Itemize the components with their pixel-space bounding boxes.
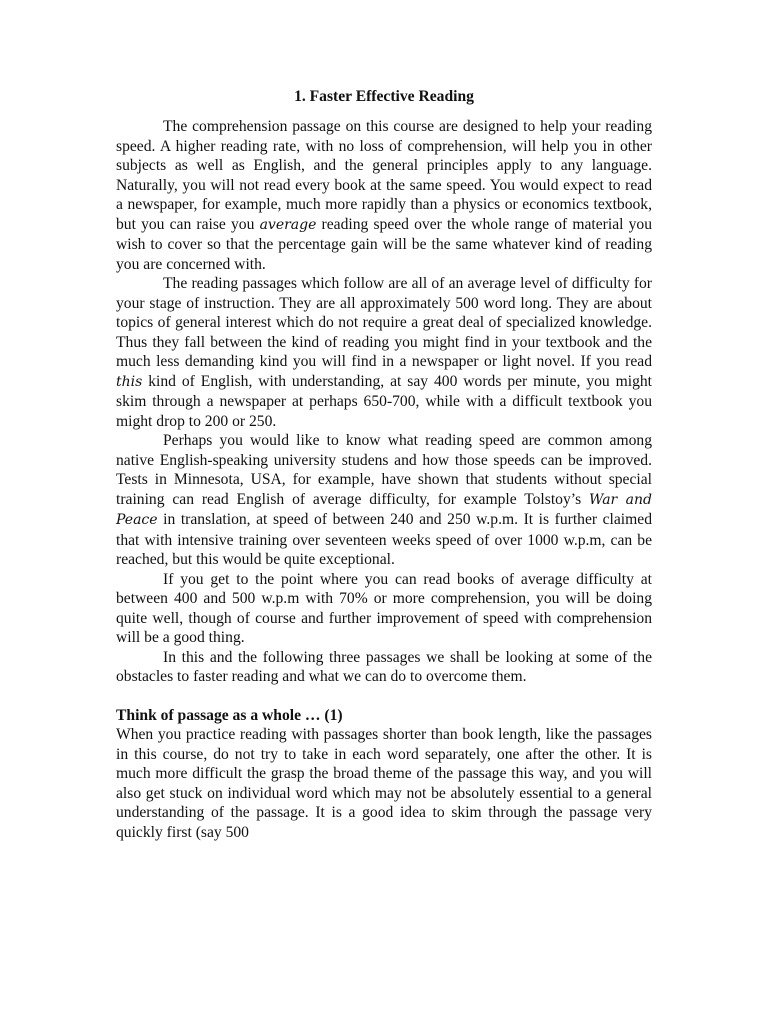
paragraph-2 [116,274,652,431]
paragraph-3 [116,431,652,570]
emphasis-average: average [259,216,317,233]
emphasis-this: this [116,373,143,390]
paragraph-1 [116,117,652,274]
document-page [116,86,652,842]
paragraph-4: If you get to the point where you can read books of average difficulty at between 400 and 500 w.p.m with 70% or more comprehension, you will be doing quite well, though of course and further improvement of speed with comprehension will be a good thing. [116,570,652,646]
paragraph-3-text-a: Perhaps you would like to know what reading speed are common among native English-speaking university studens and how those speeds can be improved. Tests in Minnesota, USA, for example, have shown that students without special training can read English of average difficulty, for example Tolstoy’s [116,432,652,508]
paragraph-1-text-b: reading speed over the whole range of material you wish to cover so that the percentage gain will be the same whatever kind of reading you are concerned with. [116,215,652,273]
document-title: 1. Faster Effective Reading [294,88,474,105]
section-paragraph: When you practice reading with passages shorter than book length, like the passages in this course, do not try to take in each word separately, one after the other. It is much more difficult the grasp the broad theme of the passage this way, and you will also get stuck on individual word which may not be absolutely essential to a general understanding of the passage. It is a good idea to skim through the passage very quickly first (say 500 [116,726,652,841]
paragraph-1-text-a: The comprehension passage on this course are designed to help your reading speed. A higher reading rate, with no loss of comprehension, will help you in other subjects as well as English, and the general principles apply to any language. Naturally, you will not read every book at the same speed. You would expect to read a newspaper, for example, much more rapidly than a physics or economics textbook, but you can raise you [116,118,652,233]
paragraph-2-text-b: kind of English, with understanding, at say 400 words per minute, you might skim through a newspaper at perhaps 650-700, while with a difficult textbook you might drop to 200 or 250. [116,372,652,430]
paragraph-5: In this and the following three passages we shall be looking at some of the obstacles to faster reading and what we can do to overcome them. [116,648,652,685]
paragraph-2-text-a: The reading passages which follow are all of an average level of difficulty for your stage of instruction. They are all approximately 500 word long. They are about topics of general interest which do not require a great deal of specialized knowledge. Thus they fall between the kind of reading you might find in your textbook and the much less demanding kind you will find in a newspaper or light novel. If you read [116,275,652,370]
paragraph-3-text-b: in translation, at speed of between 240 and 250 w.p.m. It is further claimed that with intensive training over seventeen weeks speed of over 1000 w.p.m, can be reached, but this would be quite exceptional. [116,511,652,568]
section-heading: Think of passage as a whole … (1) [116,706,343,724]
emphasis-war-and-peace: War and Peace [116,491,652,528]
